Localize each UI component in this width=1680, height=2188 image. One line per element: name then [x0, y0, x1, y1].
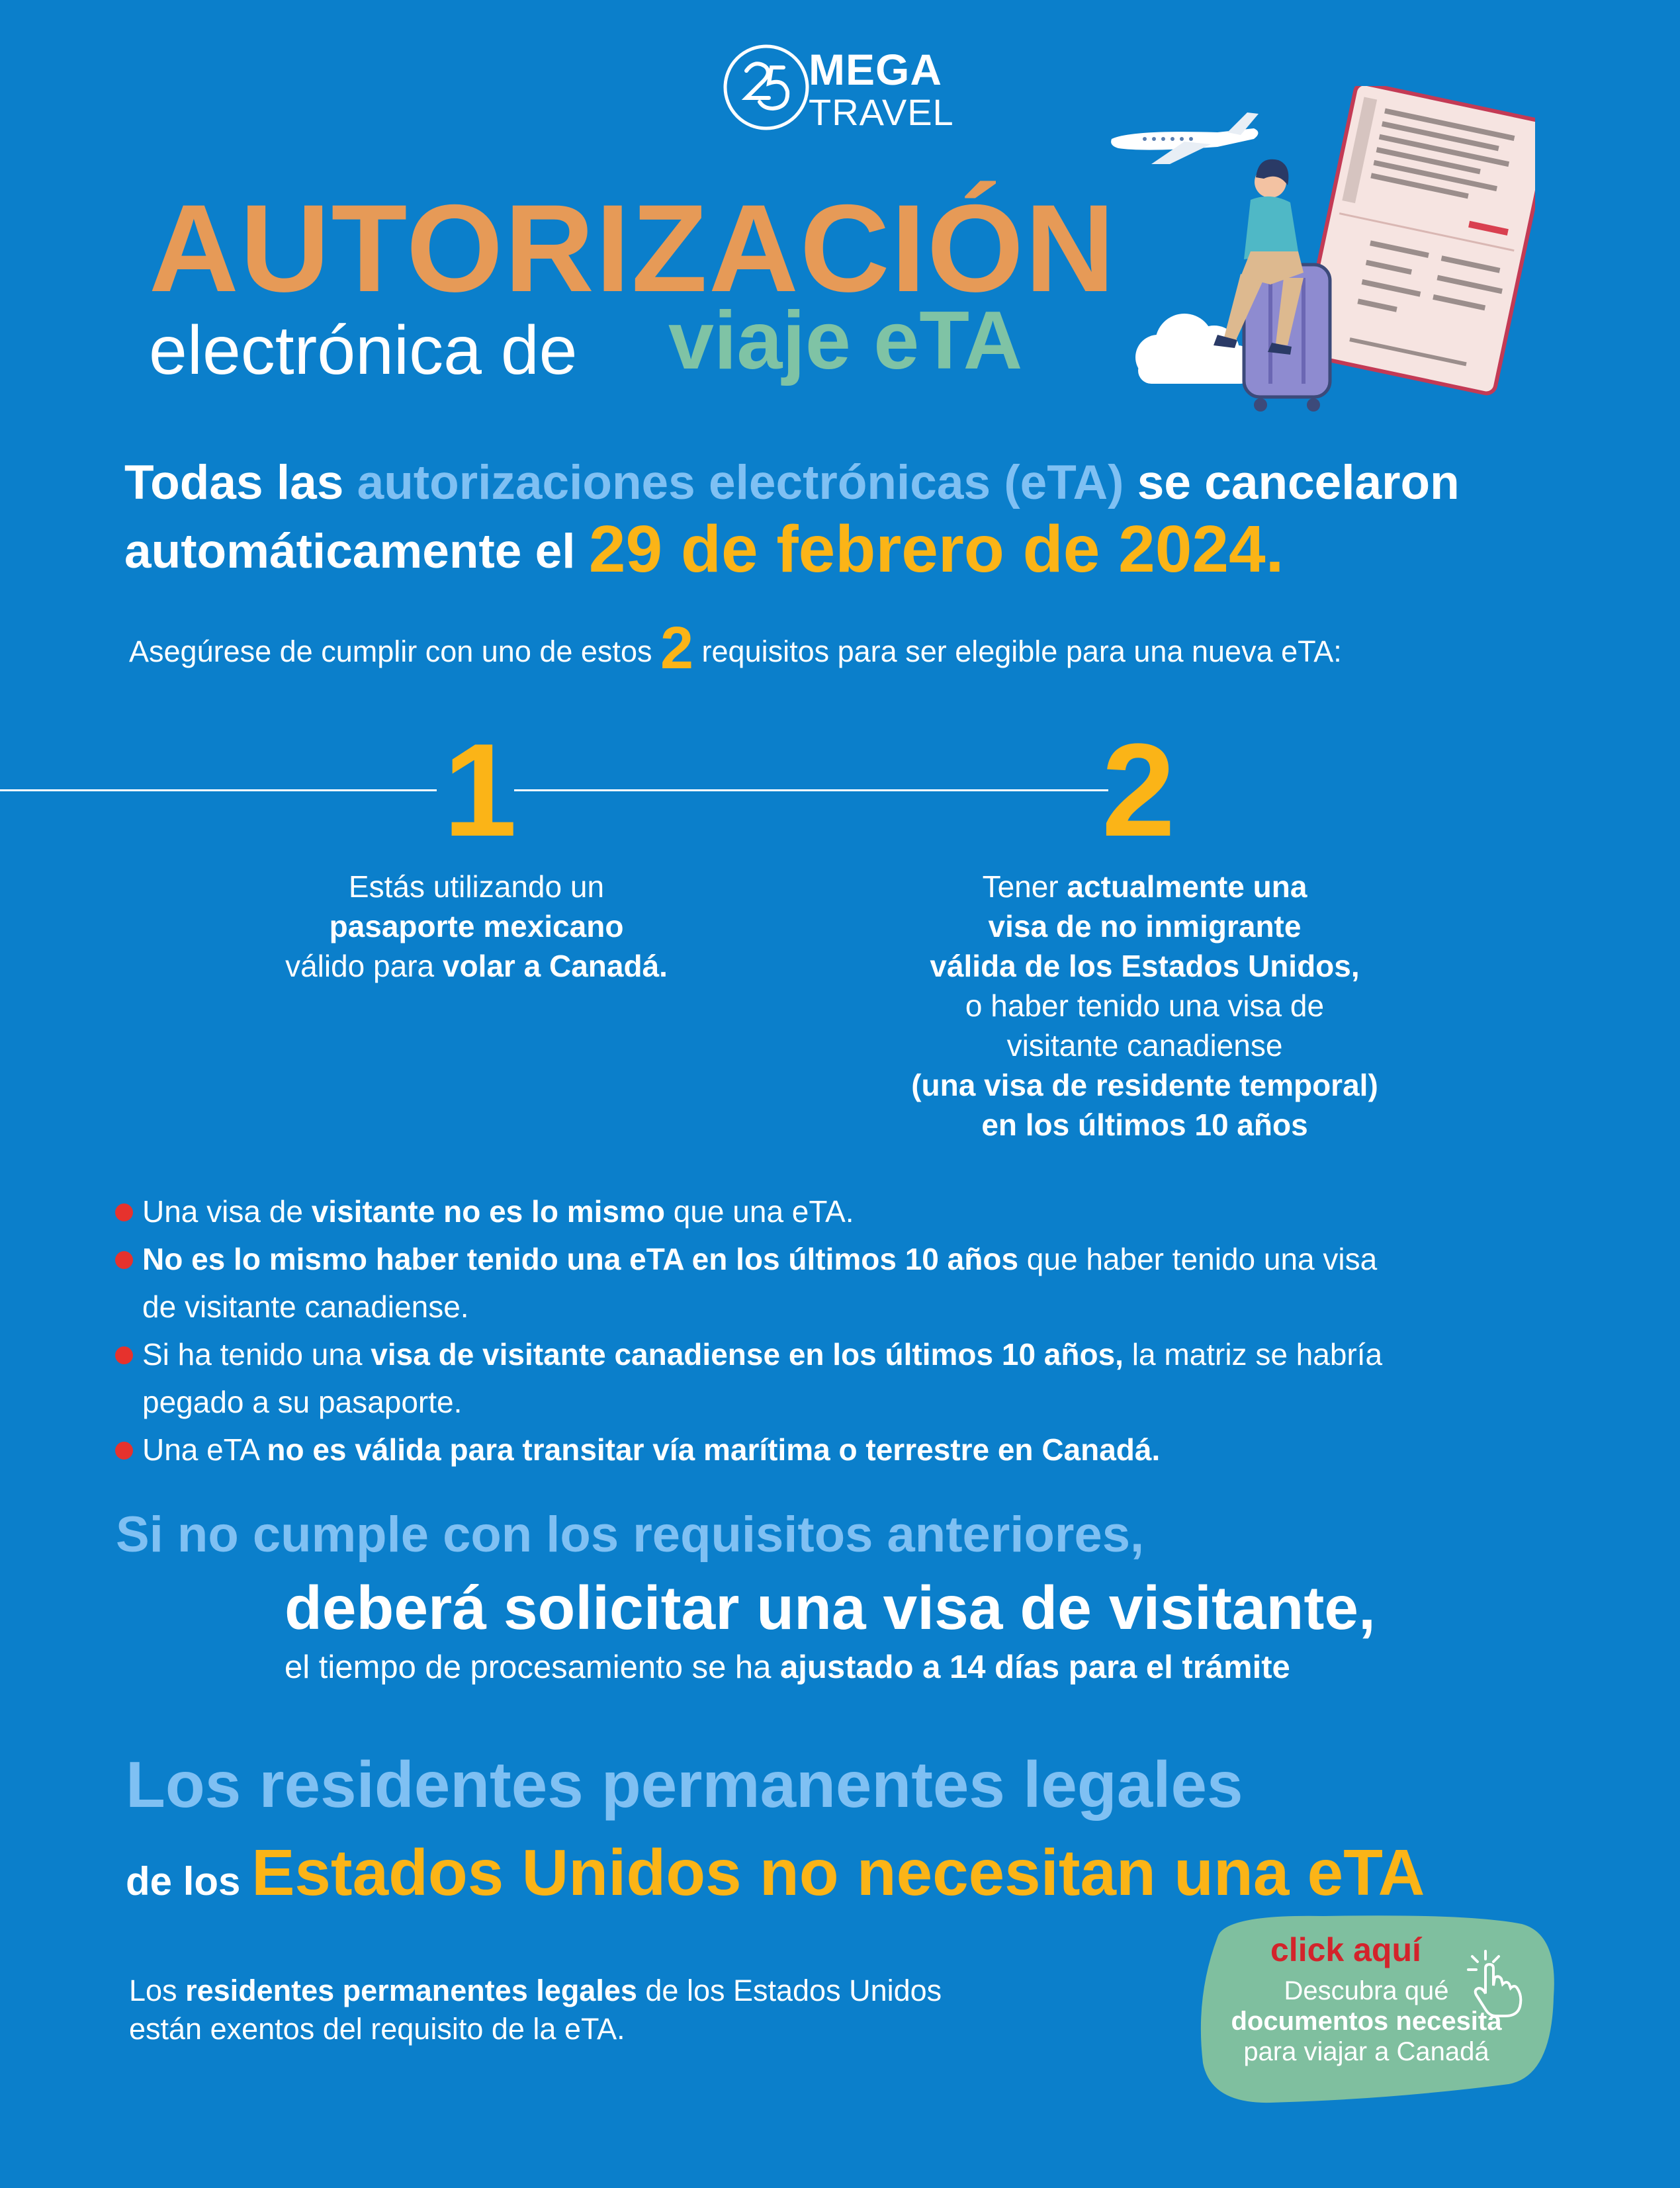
list-item: [112, 1235, 1588, 1331]
intro-line-1: [124, 453, 1460, 513]
residents-text: de los: [126, 1859, 252, 1904]
option-line: en los últimos 10 años: [981, 1108, 1308, 1142]
option-number-2: 2: [1102, 717, 1176, 864]
option-text: válido para: [285, 949, 443, 983]
note-text: Si ha tenido una: [142, 1337, 371, 1372]
note-text: la matriz se habría: [1123, 1337, 1383, 1372]
residents-highlight: Estados Unidos no necesitan una eTA: [251, 1836, 1425, 1909]
note-text: que haber tenido una visa: [1018, 1242, 1378, 1276]
note-bold-text: visitante no es lo mismo: [311, 1194, 665, 1229]
visa-bold-text: ajustado a 14 días para el trámite: [780, 1649, 1290, 1685]
option-line: Estás utilizando un: [348, 869, 605, 904]
note-text: pegado a su pasaporte.: [142, 1385, 463, 1419]
option-1-text: [205, 867, 748, 986]
intro-line-2: [124, 512, 1284, 586]
residents-subheading: [126, 1833, 1425, 1921]
residents-text: de los Estados Unidos: [637, 1974, 942, 2007]
intro-text: Todas las: [124, 456, 357, 509]
divider-line: [0, 789, 437, 791]
visa-subheading: deberá solicitar una visa de visitante,: [285, 1573, 1376, 1642]
logo-line-2: TRAVEL: [809, 91, 954, 133]
option-2-text: [814, 867, 1476, 1145]
note-bold-text: visa de visitante canadiense en los últimos 10 años,: [371, 1337, 1124, 1372]
mega-travel-logo: [720, 41, 965, 140]
page-subtitle-a: electrónica de: [149, 312, 578, 389]
mega-travel-25-years-mark: [720, 41, 813, 134]
requirements-intro: [129, 615, 1342, 681]
option-number-1: 1: [443, 717, 517, 864]
residents-bold-text: residentes permanentes legales: [185, 1974, 637, 2007]
requirements-count: 2: [660, 615, 694, 681]
note-bold-text: no es válida para transitar vía marítima o terrestre en Canadá.: [267, 1432, 1161, 1467]
list-item: [112, 1426, 1588, 1473]
list-item: [112, 1188, 1588, 1235]
visa-processing-time: [285, 1647, 1290, 1687]
bullet-dot-icon: [115, 1251, 133, 1269]
traveler-with-suitcase-passport-plane-icon: [1105, 86, 1535, 417]
option-line: [205, 946, 748, 986]
list-item: [112, 1331, 1588, 1426]
badge-line: para viajar a Canadá: [1243, 2037, 1489, 2066]
residents-heading: Los residentes permanentes legales: [126, 1748, 1243, 1821]
note-text: que una eTA.: [664, 1194, 854, 1229]
visa-text: el tiempo de procesamiento se ha: [285, 1649, 781, 1685]
notes-list: [112, 1188, 1588, 1473]
option-text: Tener: [982, 869, 1067, 904]
logo-line-1: MEGA: [809, 45, 942, 94]
intro-text: automáticamente el: [124, 525, 589, 578]
note-text: de visitante canadiense.: [142, 1290, 469, 1324]
bullet-dot-icon: [115, 1346, 133, 1364]
click-here-label[interactable]: click aquí: [1270, 1931, 1421, 1968]
page-subtitle-b: viaje eTA: [668, 295, 1023, 386]
option-bold-text: volar a Canadá.: [442, 949, 668, 983]
residents-paragraph: [129, 1972, 942, 2048]
option-bold-text: actualmente una: [1067, 869, 1307, 904]
requirements-text: Asegúrese de cumplir con uno de estos: [129, 635, 660, 668]
bullet-dot-icon: [115, 1203, 133, 1221]
intro-highlight: autorizaciones electrónicas (eTA): [357, 456, 1124, 509]
click-here-button[interactable]: [1191, 1911, 1575, 2109]
option-line: válida de los Estados Unidos,: [930, 949, 1360, 983]
option-line: visitante canadiense: [1006, 1028, 1283, 1063]
option-line: (una visa de residente temporal): [911, 1068, 1378, 1102]
badge-line: Descubra qué: [1284, 1976, 1449, 2005]
option-line: o haber tenido una visa de: [965, 988, 1325, 1023]
residents-text: están exentos del requisito de la eTA.: [129, 2012, 625, 2046]
option-line: [814, 867, 1476, 906]
option-line: pasaporte mexicano: [329, 909, 624, 943]
cancellation-date: 29 de febrero de 2024.: [588, 512, 1284, 586]
note-text: Una eTA: [142, 1432, 267, 1467]
badge-description: [1191, 1976, 1542, 2067]
note-text: Una visa de: [142, 1194, 312, 1229]
residents-text: Los: [129, 1974, 186, 2007]
page-title: AUTORIZACIÓN: [149, 179, 1116, 318]
visa-heading: Si no cumple con los requisitos anteriores,: [116, 1507, 1145, 1563]
bullet-dot-icon: [115, 1442, 133, 1460]
divider-line: [514, 789, 1108, 791]
badge-line: documentos necesita: [1231, 2007, 1502, 2036]
intro-text: se cancelaron: [1124, 456, 1460, 509]
option-line: visa de no inmigrante: [988, 909, 1302, 943]
requirements-text: requisitos para ser elegible para una nueva eTA:: [693, 635, 1342, 668]
note-bold-text: No es lo mismo haber tenido una eTA en los últimos 10 años: [142, 1242, 1019, 1276]
